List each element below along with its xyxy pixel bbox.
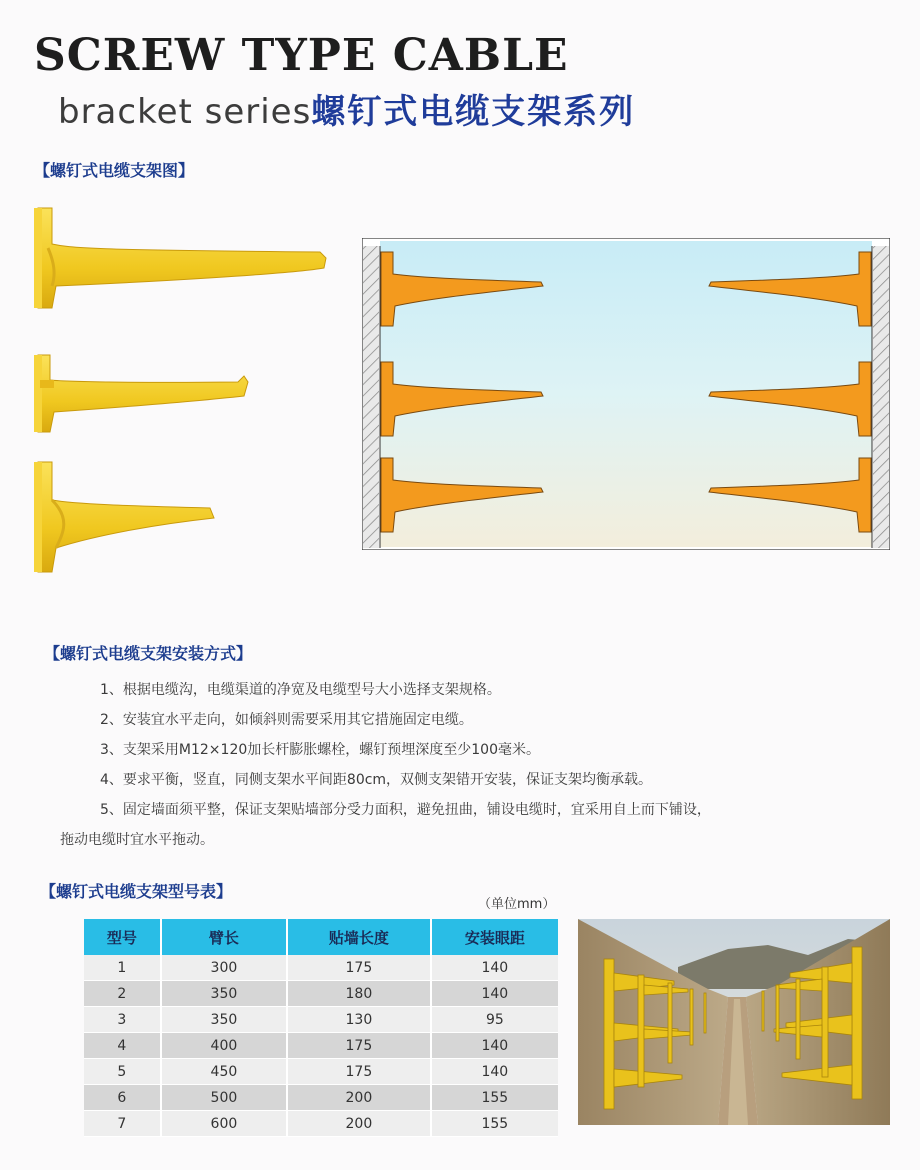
cell-model: 2 bbox=[84, 981, 161, 1007]
title-cn: 螺钉式电缆支架系列 bbox=[311, 92, 636, 132]
table-row bbox=[84, 1111, 558, 1137]
cell-wall-length: 200 bbox=[287, 1085, 431, 1111]
site-photo bbox=[578, 919, 890, 1125]
cell-model: 3 bbox=[84, 1007, 161, 1033]
install-step-3: 3、支架采用M12×120加长杆膨胀螺栓，螺钉预埋深度至少100毫米。 bbox=[100, 742, 540, 758]
cell-hole-spacing: 95 bbox=[431, 1007, 558, 1033]
diagram-heading: 【螺钉式电缆支架图】 bbox=[34, 161, 195, 180]
cell-wall-length: 200 bbox=[287, 1111, 431, 1137]
unit-label: （单位mm） bbox=[478, 897, 556, 912]
table-row bbox=[84, 1007, 558, 1033]
cell-hole-spacing: 140 bbox=[431, 981, 558, 1007]
bracket-photos bbox=[30, 200, 340, 580]
cell-model: 1 bbox=[84, 955, 161, 981]
col-header-arm-length: 臂长 bbox=[161, 919, 287, 955]
install-step-1: 1、根据电缆沟，电缆渠道的净宽及电缆型号大小选择支架规格。 bbox=[100, 682, 501, 698]
title-en-subtitle: bracket series bbox=[58, 92, 312, 132]
cell-wall-length: 130 bbox=[287, 1007, 431, 1033]
cell-hole-spacing: 140 bbox=[431, 1033, 558, 1059]
cell-wall-length: 175 bbox=[287, 955, 431, 981]
cell-arm-length: 300 bbox=[161, 955, 287, 981]
left-wall bbox=[363, 246, 379, 548]
table-row bbox=[84, 1085, 558, 1111]
cell-arm-length: 350 bbox=[161, 981, 287, 1007]
cell-wall-length: 175 bbox=[287, 1059, 431, 1085]
cell-wall-length: 175 bbox=[287, 1033, 431, 1059]
install-heading: 【螺钉式电缆支架安装方式】 bbox=[44, 644, 253, 663]
cell-model: 4 bbox=[84, 1033, 161, 1059]
cell-arm-length: 500 bbox=[161, 1085, 287, 1111]
table-row bbox=[84, 955, 558, 981]
cell-model: 6 bbox=[84, 1085, 161, 1111]
table-row bbox=[84, 981, 558, 1007]
cell-arm-length: 400 bbox=[161, 1033, 287, 1059]
table-row bbox=[84, 1059, 558, 1085]
cell-model: 7 bbox=[84, 1111, 161, 1137]
right-wall bbox=[873, 246, 889, 548]
install-step-5-continued: 拖动电缆时宜水平拖动。 bbox=[60, 832, 214, 848]
cell-hole-spacing: 140 bbox=[431, 955, 558, 981]
bracket-photo-small bbox=[34, 462, 214, 572]
cell-arm-length: 600 bbox=[161, 1111, 287, 1137]
table-row bbox=[84, 1033, 558, 1059]
bracket-photo-large bbox=[34, 208, 326, 308]
col-header-model: 型号 bbox=[84, 919, 161, 955]
cell-hole-spacing: 155 bbox=[431, 1111, 558, 1137]
cell-model: 5 bbox=[84, 1059, 161, 1085]
spec-table bbox=[84, 919, 558, 1137]
title-line-1: SCREW TYPE CABLE bbox=[34, 30, 569, 81]
col-header-hole-spacing: 安装眼距 bbox=[431, 919, 558, 955]
table-header-row bbox=[84, 919, 558, 955]
title-line-2 bbox=[58, 84, 635, 133]
cell-hole-spacing: 140 bbox=[431, 1059, 558, 1085]
cell-arm-length: 450 bbox=[161, 1059, 287, 1085]
install-steps bbox=[60, 675, 880, 855]
col-header-wall-length: 贴墙长度 bbox=[287, 919, 431, 955]
cell-wall-length: 180 bbox=[287, 981, 431, 1007]
install-step-5: 5、固定墙面须平整，保证支架贴墙部分受力面积，避免扭曲，铺设电缆时，宜采用自上而下铺设， bbox=[100, 802, 711, 818]
cell-hole-spacing: 155 bbox=[431, 1085, 558, 1111]
bracket-photo-medium bbox=[34, 355, 248, 432]
cell-arm-length: 350 bbox=[161, 1007, 287, 1033]
installation-diagram bbox=[362, 238, 890, 550]
table-heading: 【螺钉式电缆支架型号表】 bbox=[40, 882, 233, 901]
install-step-2: 2、安装宜水平走向，如倾斜则需要采用其它措施固定电缆。 bbox=[100, 712, 473, 728]
install-step-4: 4、要求平衡，竖直，同侧支架水平间距80cm，双侧支架错开安装，保证支架均衡承载。 bbox=[100, 772, 653, 788]
